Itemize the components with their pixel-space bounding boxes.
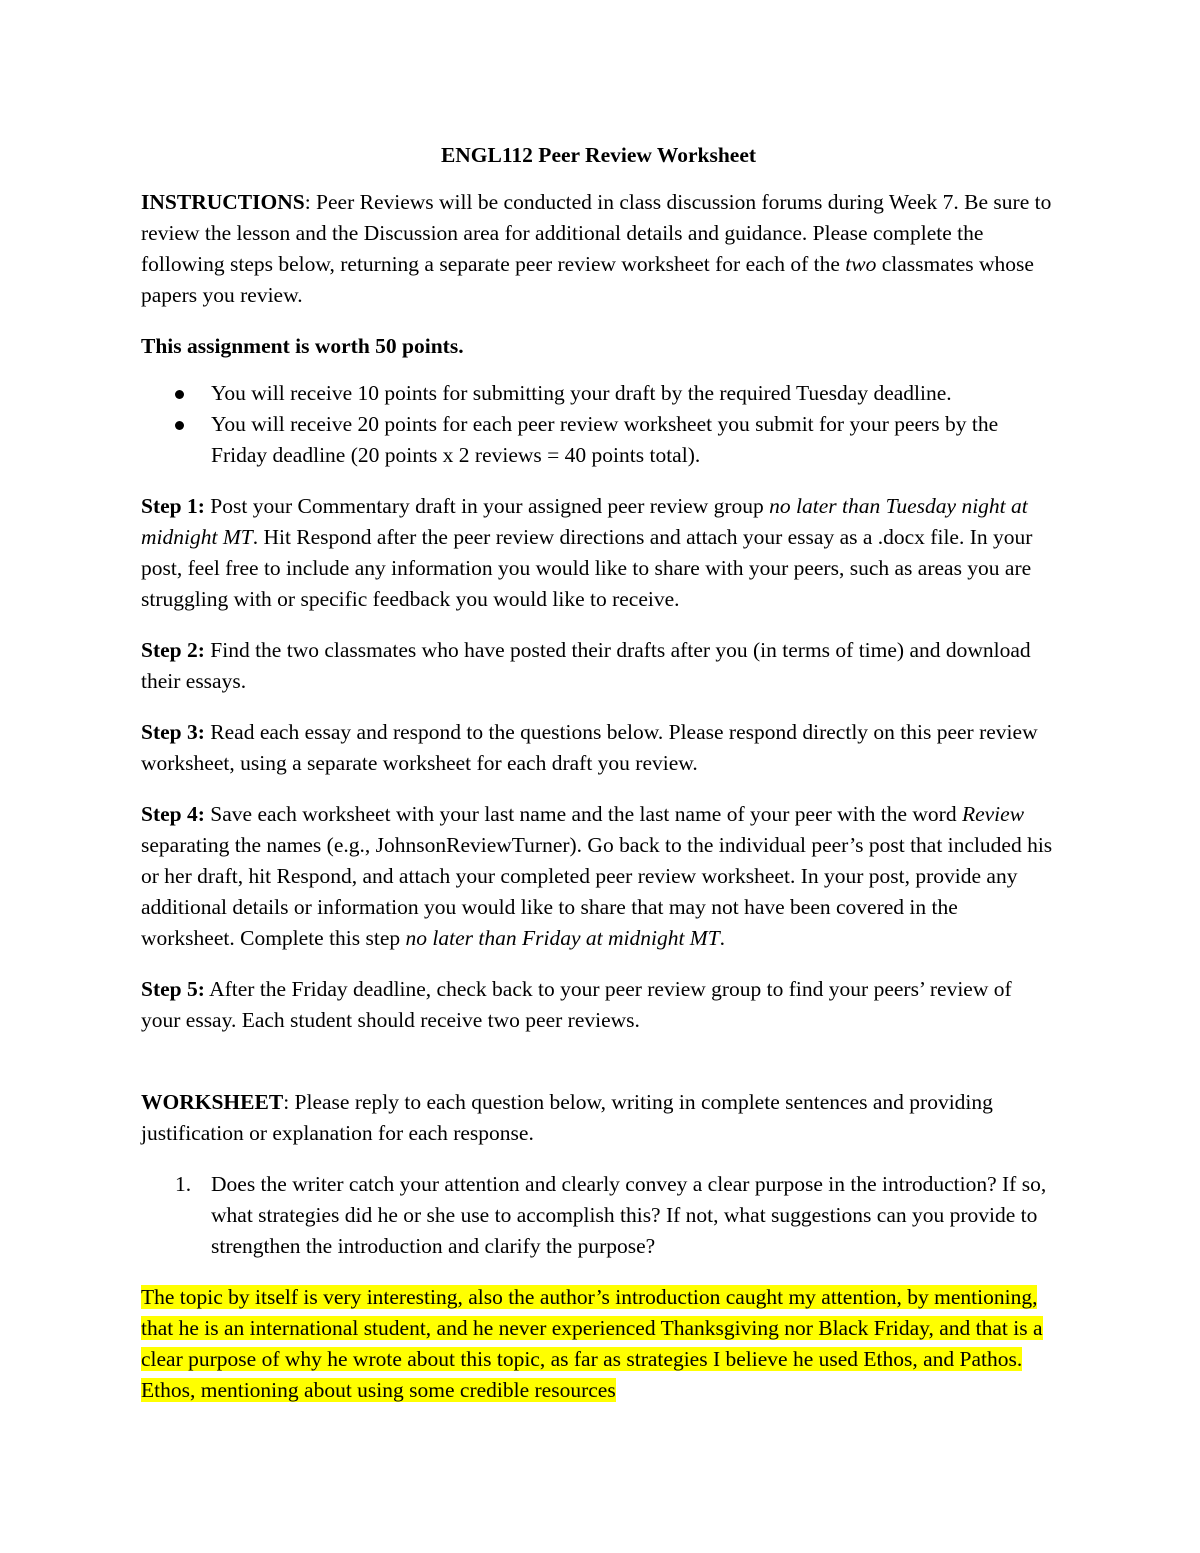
bullet-text: You will receive 10 points for submitting your draft by the required Tuesday deadline. (211, 381, 952, 405)
instructions-text: : Peer Reviews will be conducted in class discussion forums during Week 7. Be sure to review the lesson and the Discussion area for additional details and guidance. Please complete the following steps below, returning a separate peer review worksheet for each of the (141, 190, 1052, 276)
step-4-emphasis-2: no later than Friday at midnight MT (405, 926, 720, 950)
answer-paragraph[interactable] (141, 1282, 1056, 1406)
step-4-label: Step 4: (141, 802, 205, 826)
step-1-label: Step 1: (141, 494, 205, 518)
worksheet-paragraph (141, 1087, 1056, 1149)
step-4-paragraph (141, 799, 1056, 954)
question-list (141, 1169, 1056, 1262)
step-1-text-end: . Hit Respond after the peer review directions and attach your essay as a .docx file. In your post, feel free to include any information you would like to share with your peers, such as areas you are struggling with or specific feedback you would like to receive. (141, 525, 1033, 611)
step-4-emphasis: Review (961, 802, 1025, 826)
step-4-text-end: . (719, 926, 726, 950)
worksheet-text: : Please reply to each question below, writing in complete sentences and providing justification or explanation for each response. (141, 1090, 993, 1145)
step-5-text: After the Friday deadline, check back to your peer review group to find your peers’ review of your essay. Each student should receive two peer reviews. (141, 977, 1012, 1032)
step-3-paragraph (141, 717, 1056, 779)
step-4-text-mid: separating the names (e.g., JohnsonReviewTurner). Go back to the individual peer’s post that included his or her draft, hit Respond, and attach your completed peer review worksheet. In your post, provide any additional details or information you would like to share that may not have been covered in the worksheet. Complete this step (141, 833, 1053, 950)
document-title: ENGL112 Peer Review Worksheet (440, 143, 757, 167)
step-3-label: Step 3: (141, 720, 205, 744)
step-2-paragraph (141, 635, 1056, 697)
step-1-text: Post your Commentary draft in your assigned peer review group (204, 494, 770, 518)
step-4-text: Save each worksheet with your last name and the last name of your peer with the word (204, 802, 962, 826)
bullet-icon (175, 421, 184, 430)
list-item (141, 378, 1056, 409)
question-item (141, 1169, 1056, 1262)
instructions-emphasis: two (845, 252, 877, 276)
list-item (141, 409, 1056, 471)
highlighted-answer: The topic by itself is very interesting, also the author’s introduction caught my attention, by mentioning, that he is an international student, and he never experienced Thanksgiving nor Black Friday, and that is a clear purpose of why he wrote about this topic, as far as strategies I believe he used Ethos, and Pathos. Ethos, mentioning about using some credible resources (141, 1285, 1043, 1402)
instructions-label: INSTRUCTIONS (141, 190, 305, 214)
step-1-paragraph (141, 491, 1056, 615)
points-list (141, 378, 1056, 471)
step-3-text: Read each essay and respond to the questions below. Please respond directly on this peer review worksheet, using a separate worksheet for each draft you review. (141, 720, 1038, 775)
bullet-icon (175, 390, 184, 399)
step-1-emphasis: no later than Tuesday night at midnight MT (141, 494, 1028, 549)
question-text: Does the writer catch your attention and clearly convey a clear purpose in the introduction? If so, what strategies did he or she use to accomplish this? If not, what suggestions can you provide to strengthen the introduction and clarify the purpose? (211, 1172, 1047, 1258)
spacer (141, 1056, 1056, 1087)
instructions-text-end: classmates whose papers you review. (141, 252, 1034, 307)
instructions-paragraph (141, 187, 1056, 311)
step-5-paragraph (141, 974, 1056, 1036)
worksheet-label: WORKSHEET (141, 1090, 284, 1114)
step-2-label: Step 2: (141, 638, 205, 662)
assignment-worth: This assignment is worth 50 points. (141, 334, 464, 358)
step-2-text: Find the two classmates who have posted their drafts after you (in terms of time) and download their essays. (141, 638, 1031, 693)
step-5-label: Step 5: (141, 977, 205, 1001)
question-number: 1. (175, 1172, 192, 1196)
bullet-text: You will receive 20 points for each peer review worksheet you submit for your peers by the Friday deadline (20 points x 2 reviews = 40 points total). (211, 412, 999, 467)
document-body (141, 140, 1056, 1406)
